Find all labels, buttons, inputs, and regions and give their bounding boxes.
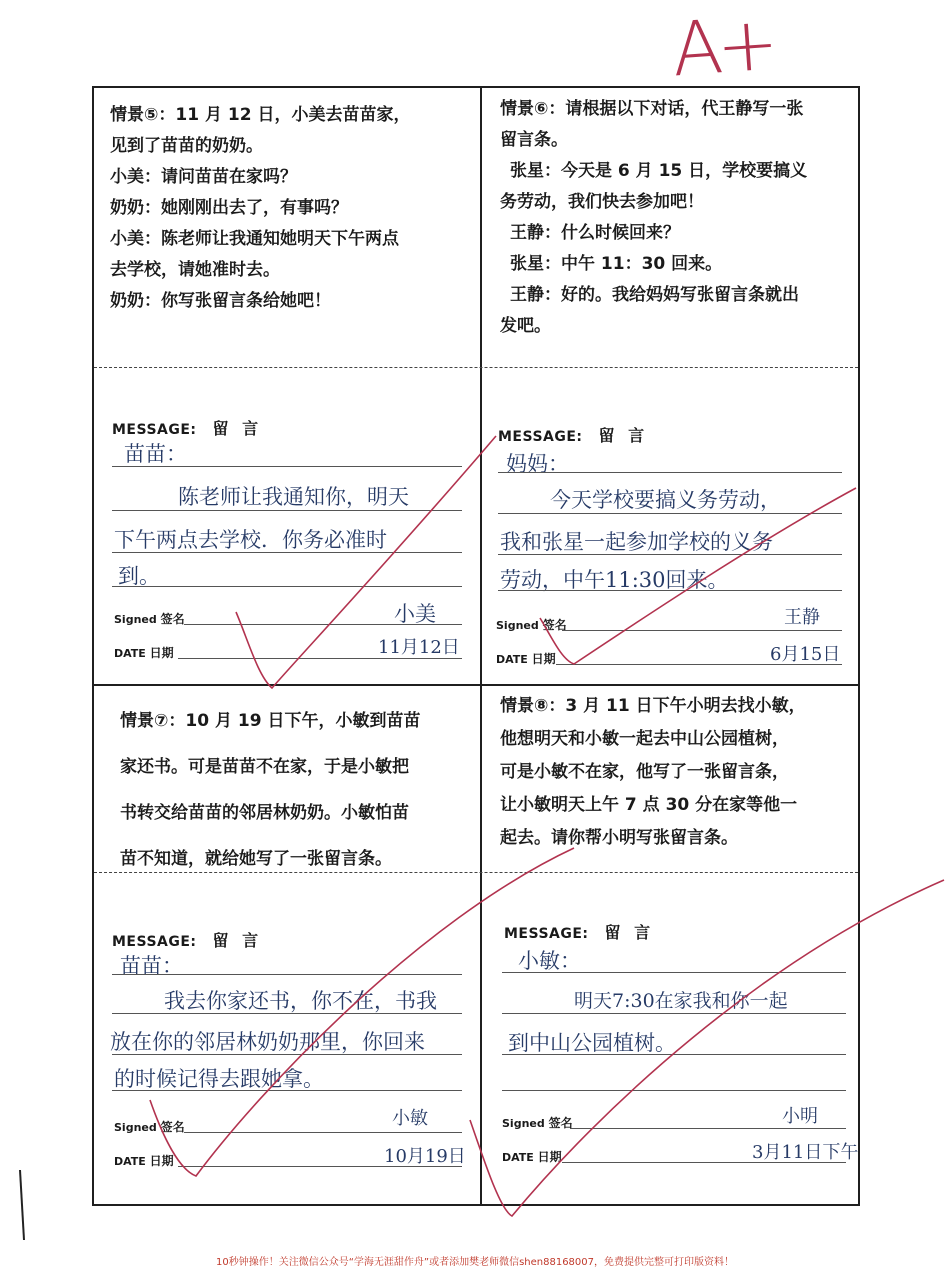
scenario-8 xyxy=(500,690,860,855)
scenario-line: 他想明天和小敏一起去中山公园植树， xyxy=(500,729,789,749)
signature-line xyxy=(570,1128,846,1129)
message-label: MESSAGE: xyxy=(498,429,583,445)
recipient-text: 妈妈： xyxy=(506,452,569,476)
signature-text: 小敏 xyxy=(392,1108,428,1129)
writing-line xyxy=(112,466,462,467)
writing-line xyxy=(498,472,842,473)
scenario-line: 留言条。 xyxy=(500,130,568,150)
signed-label: Signed 签名 xyxy=(502,1116,573,1130)
writing-line xyxy=(112,552,462,553)
scenario-line: 奶奶：她刚刚出去了，有事吗？ xyxy=(110,198,348,218)
message-body-line: 到中山公园植树。 xyxy=(508,1031,676,1055)
message-body-line: 我去你家还书，你不在，书我 xyxy=(164,989,437,1013)
writing-line xyxy=(112,1090,462,1091)
writing-line xyxy=(112,510,462,511)
message-body-line: 的时候记得去跟她拿。 xyxy=(114,1067,324,1091)
message-label-cn: 留 言 xyxy=(212,931,263,950)
scenario-line: 苗不知道，就给她写了一张留言条。 xyxy=(120,849,392,869)
margin-mark xyxy=(20,1170,24,1240)
message-label: MESSAGE: xyxy=(504,926,589,942)
date-label: DATE 日期 xyxy=(502,1150,562,1164)
scenario-line: 见到了苗苗的奶奶。 xyxy=(110,136,263,156)
scenario-line: 发吧。 xyxy=(500,316,551,336)
scenario-line: 去学校，请她准时去。 xyxy=(110,260,280,280)
recipient-text: 小敏： xyxy=(518,949,581,973)
writing-line xyxy=(502,972,846,973)
recipient-text: 苗苗： xyxy=(124,442,187,466)
writing-line xyxy=(112,1013,462,1014)
scenario-line: 小美：请问苗苗在家吗？ xyxy=(110,167,297,187)
message-header xyxy=(112,928,262,951)
message-label-cn: 留 言 xyxy=(212,419,263,438)
scenario-line: 小美：陈老师让我通知她明天下午两点 xyxy=(110,229,399,249)
signature-text: 王静 xyxy=(784,607,820,628)
message-body-line: 劳动，中午11:30回来。 xyxy=(500,568,729,592)
scenario-line: 家还书。可是苗苗不在家，于是小敏把 xyxy=(120,757,409,777)
signature-line xyxy=(184,1132,462,1133)
signature-line xyxy=(562,630,842,631)
message-label-cn: 留 言 xyxy=(598,426,649,445)
writing-line xyxy=(112,1054,462,1055)
writing-line xyxy=(498,554,842,555)
message-body-line: 今天学校要搞义务劳动， xyxy=(550,488,781,512)
worksheet-grid xyxy=(92,86,860,1206)
scenario-line: 奶奶：你写张留言条给她吧！ xyxy=(110,291,331,311)
signature-text: 小明 xyxy=(782,1106,818,1127)
writing-line xyxy=(502,1054,846,1055)
date-text: 10月19日 xyxy=(384,1146,466,1167)
writing-line xyxy=(498,590,842,591)
scenario-line: 可是小敏不在家，他写了一张留言条， xyxy=(500,762,789,782)
message-header xyxy=(498,423,648,446)
scenario-7 xyxy=(120,698,470,882)
date-label: DATE 日期 xyxy=(496,652,556,666)
scenario-line: 务劳动，我们快去参加吧！ xyxy=(500,192,704,212)
date-text: 3月11日下午 xyxy=(752,1142,859,1163)
scenario-line: 王静：什么时候回来？ xyxy=(510,223,680,243)
signature-text: 小美 xyxy=(394,602,436,626)
message-body-line: 到。 xyxy=(118,564,160,588)
footer-notice: 10秒钟操作！关注微信公众号“学海无涯甜作舟”或者添加樊老师微信shen88168007，免费提供完整可打印版资料！ xyxy=(215,1257,735,1268)
message-body-line: 我和张星一起参加学校的义务 xyxy=(500,530,773,554)
date-label: DATE 日期 xyxy=(114,1154,174,1168)
message-header xyxy=(112,416,262,439)
scenario-line: 张星：中午 11：30 回来。 xyxy=(510,254,723,274)
date-text: 6月15日 xyxy=(770,644,841,665)
center-divider xyxy=(480,88,482,1204)
message-body-line: 下午两点去学校．你务必准时 xyxy=(114,528,387,552)
scenario-line: 起去。请你帮小明写张留言条。 xyxy=(500,828,738,848)
grade-mark: A+ xyxy=(669,0,776,94)
scenario-line: 让小敏明天上午 7 点 30 分在家等他一 xyxy=(500,795,798,815)
message-header xyxy=(504,920,654,943)
scenario-line: 情景⑥：请根据以下对话，代王静写一张 xyxy=(500,99,804,119)
writing-line xyxy=(112,974,462,975)
signed-label: Signed 签名 xyxy=(114,612,185,626)
signed-label: Signed 签名 xyxy=(114,1120,185,1134)
message-body-line: 明天7:30在家我和你一起 xyxy=(574,990,788,1012)
writing-line xyxy=(502,1090,846,1091)
recipient-text: 苗苗： xyxy=(120,954,183,978)
message-label: MESSAGE: xyxy=(112,934,197,950)
writing-line xyxy=(498,513,842,514)
middle-divider xyxy=(94,684,858,686)
scenario-6 xyxy=(500,94,860,342)
message-body-line: 放在你的邻居林奶奶那里，你回来 xyxy=(110,1030,425,1054)
message-label-cn: 留 言 xyxy=(604,923,655,942)
date-text: 11月12日 xyxy=(378,637,460,658)
scenario-line: 情景⑤：11 月 12 日，小美去苗苗家， xyxy=(110,105,411,125)
message-body-line: 陈老师让我通知你，明天 xyxy=(178,485,409,509)
date-label: DATE 日期 xyxy=(114,646,174,660)
scenario-line: 情景⑦：10 月 19 日下午，小敏到苗苗 xyxy=(120,711,421,731)
scenario-line: 书转交给苗苗的邻居林奶奶。小敏怕苗 xyxy=(120,803,409,823)
message-label: MESSAGE: xyxy=(112,422,197,438)
signed-label: Signed 签名 xyxy=(496,618,567,632)
writing-line xyxy=(112,586,462,587)
writing-line xyxy=(502,1013,846,1014)
scenario-5 xyxy=(110,100,470,317)
scenario-line: 王静：好的。我给妈妈写张留言条就出 xyxy=(510,285,799,305)
dashed-divider-top xyxy=(94,367,858,368)
scenario-line: 张星：今天是 6 月 15 日，学校要搞义 xyxy=(510,161,808,181)
scenario-line: 情景⑧：3 月 11 日下午小明去找小敏， xyxy=(500,696,806,716)
